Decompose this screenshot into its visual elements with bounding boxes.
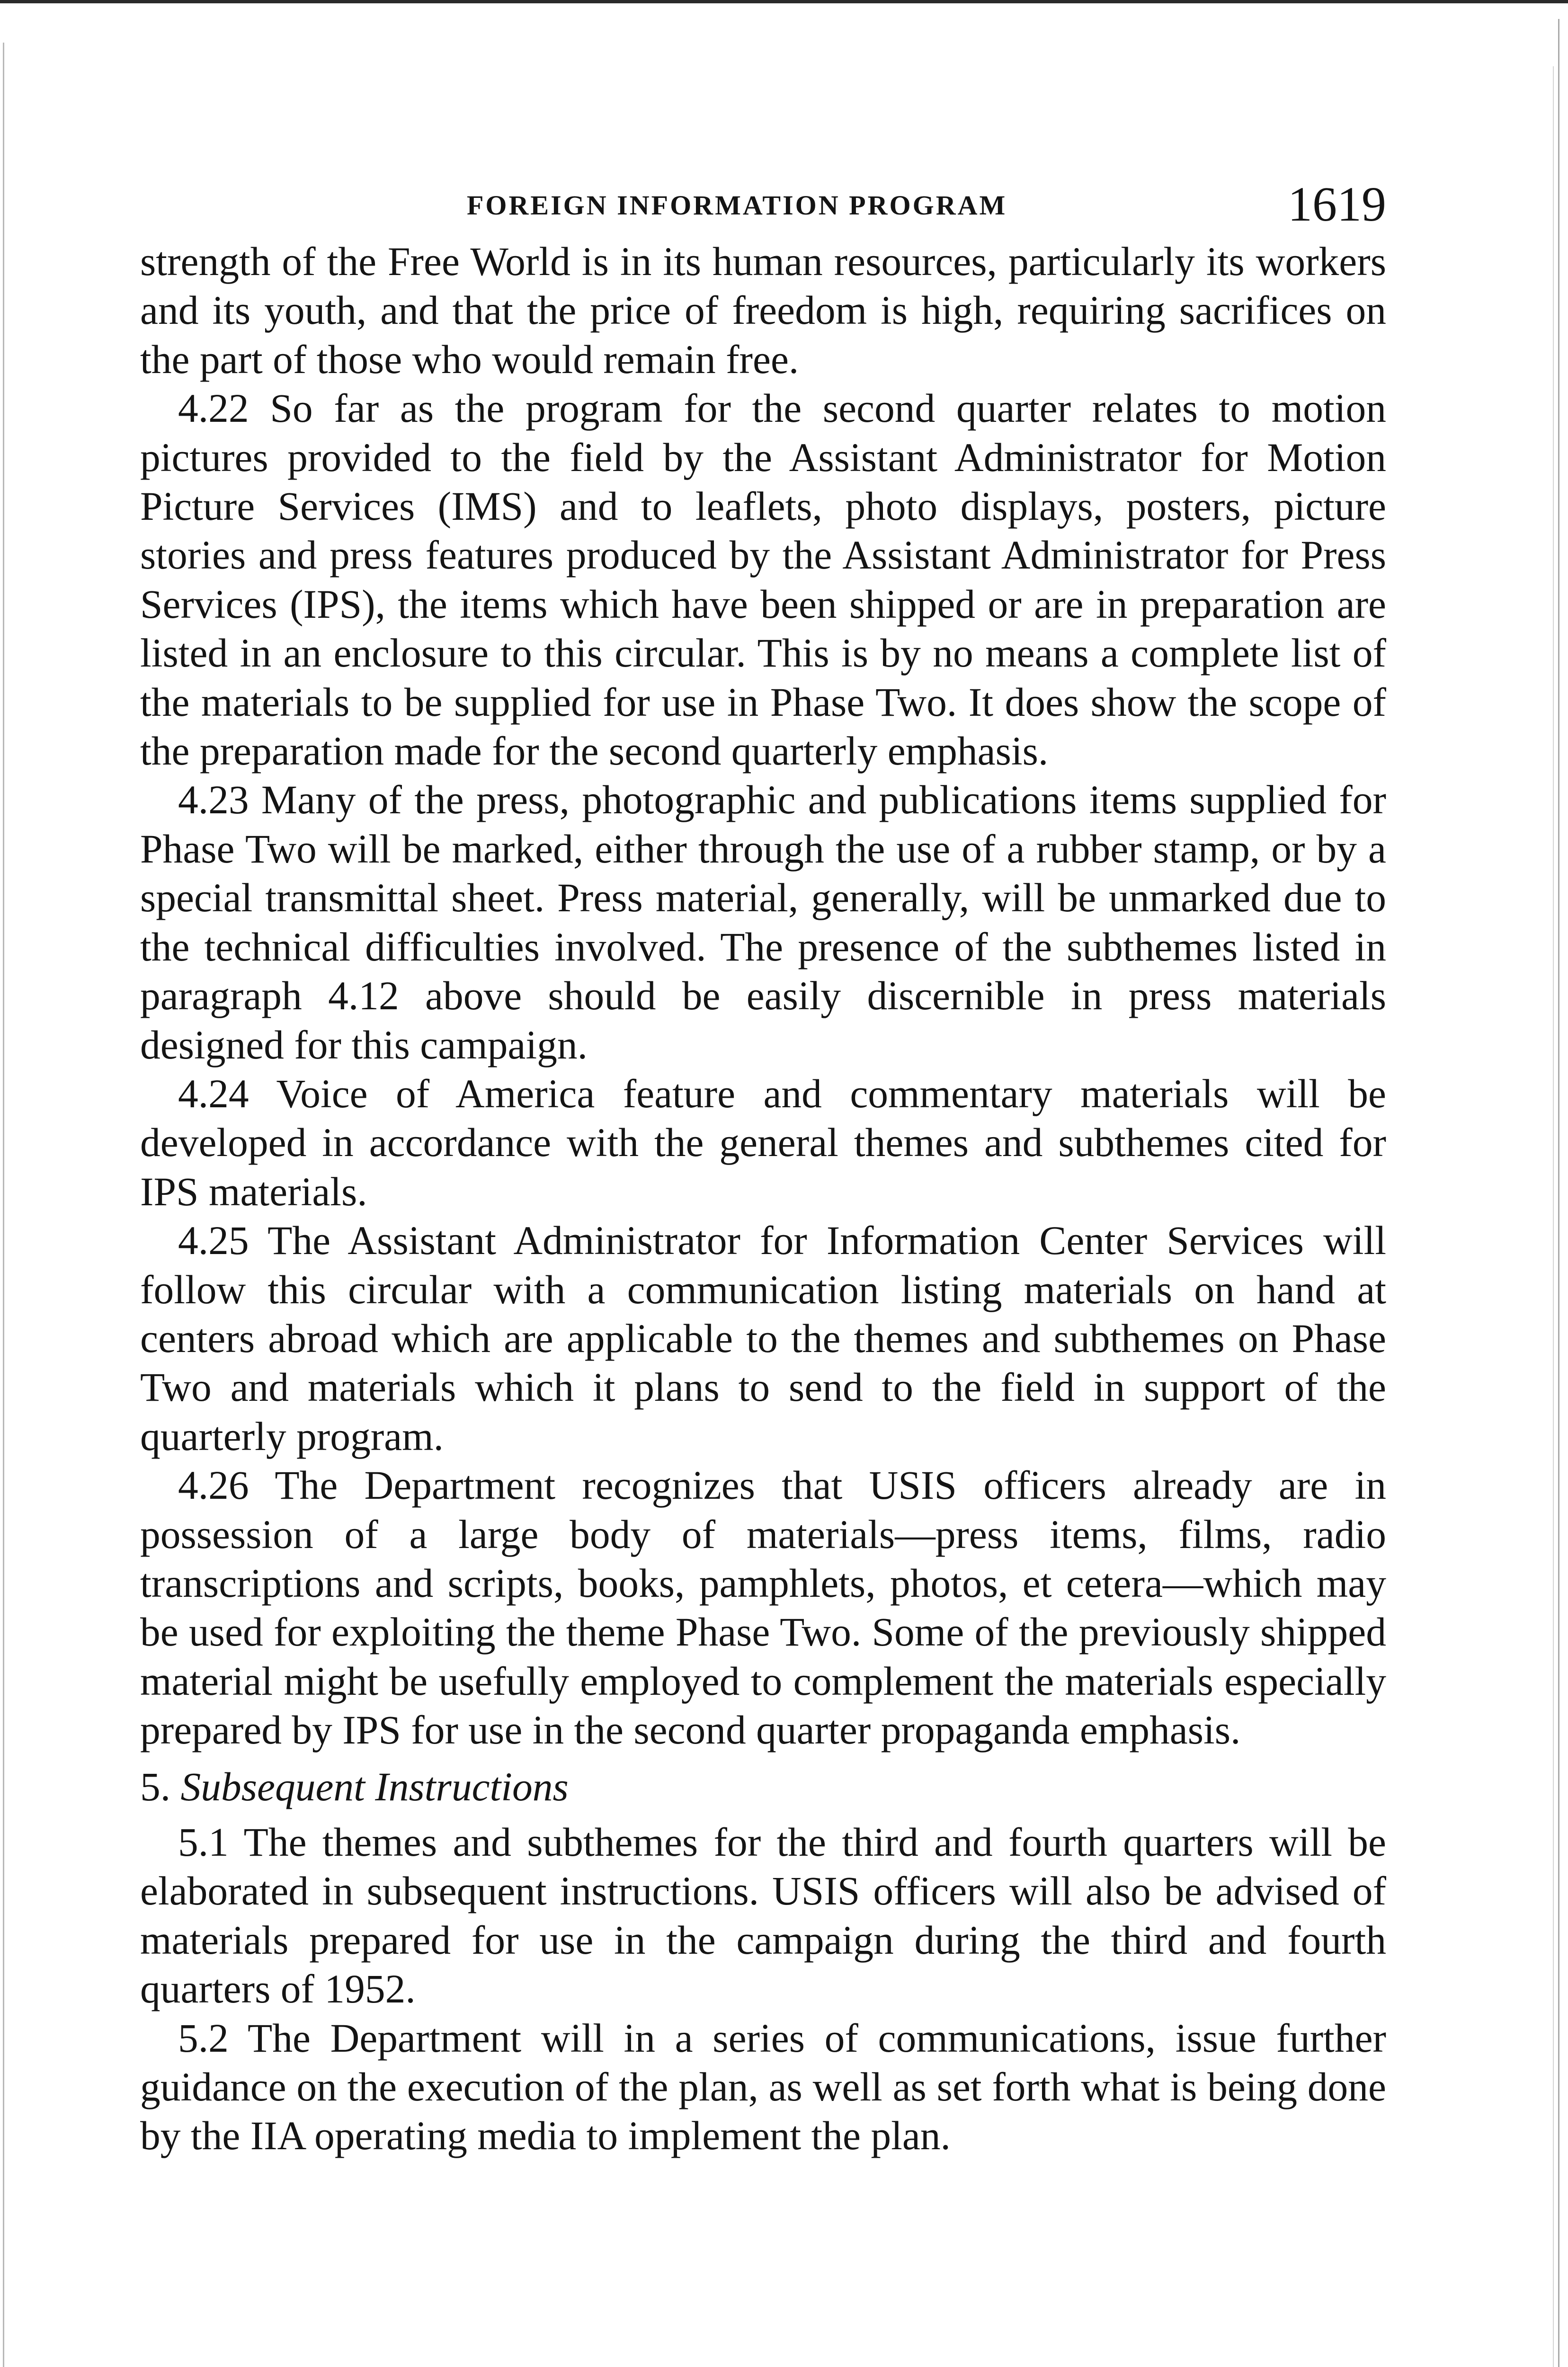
right-scan-edge-inner (1553, 66, 1554, 2367)
right-scan-edge (1558, 19, 1559, 2367)
section-title: Subsequent Instructions (180, 1764, 569, 1809)
left-scan-edge (3, 43, 4, 2367)
paragraph-4-24: 4.24 Voice of America feature and commentary materials will be developed in accordance with the general themes and subthemes cited for IPS materials. (140, 1071, 1386, 1214)
document-page (140, 176, 1386, 2161)
paragraph-4-25: 4.25 The Assistant Administrator for Information Center Services will follow this circular with a communication listing materials on hand at centers abroad which are applicable to the themes and subthemes on Phase Two and materials which it plans to send to the field in support of the quarterly program. (140, 1219, 1386, 1459)
paragraph-5-1: 5.1 The themes and subthemes for the third and fourth quarters will be elaborated in subsequent instructions. USIS officers will also be advised of materials prepared for use in the campaign during the third and fourth quarters of 1952. (140, 1820, 1386, 2012)
paragraph-continuation: strength of the Free World is in its human resources, particularly its workers and its youth, and that the price of freedom is high, requiring sacrifices on the part of those who would remain free. (140, 240, 1386, 382)
body-text (140, 238, 1386, 2161)
running-head-title: FOREIGN INFORMATION PROGRAM (467, 190, 1007, 221)
top-page-border (0, 0, 1568, 3)
section-heading (140, 1763, 1386, 1812)
section-number: 5. (140, 1764, 171, 1809)
paragraph-5-2: 5.2 The Department will in a series of communications, issue further guidance on the execution of the plan, as well as set forth what is being done by the IIA operating media to implement the plan. (140, 2016, 1386, 2159)
running-head (140, 176, 1386, 238)
paragraph-4-23: 4.23 Many of the press, photographic and publications items supplied for Phase Two will be marked, either through the use of a rubber stamp, or by a special transmittal sheet. Press material, generally, will be unmarked due to the technical difficulties involved. The presence of the subthemes listed in paragraph 4.12 above should be easily discernible in press materials designed for this campaign. (140, 778, 1386, 1068)
paragraph-4-26: 4.26 The Department recognizes that USIS officers already are in possession of a large body of materials—press items, films, radio transcriptions and scripts, books, pamphlets, photos, et cetera—which may be used for exploiting the theme Phase Two. Some of the previously shipped material might be usefully employed to complement the materials especially prepared by IPS for use in the second quarter propaganda emphasis. (140, 1463, 1386, 1753)
paragraph-4-22: 4.22 So far as the program for the second quarter relates to motion pictures provided to the field by the Assistant Administrator for Motion Picture Services (IMS) and to leaflets, photo displays, posters, picture stories and press features produced by the Assistant Administrator for Press Services (IPS), the items which have been shipped or are in preparation are listed in an enclosure to this circular. This is by no means a complete list of the materials to be supplied for use in Phase Two. It does show the scope of the preparation made for the second quarterly emphasis. (140, 386, 1386, 774)
page-number: 1619 (1288, 177, 1386, 231)
